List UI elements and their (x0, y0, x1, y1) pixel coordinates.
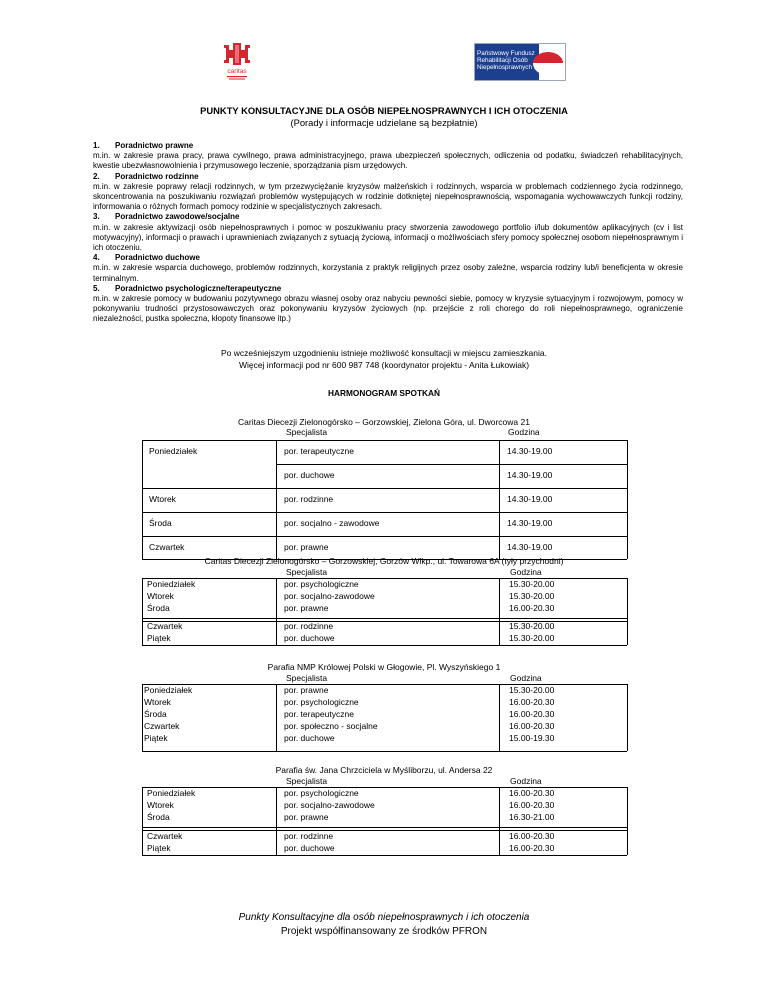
counseling-sections (93, 141, 683, 325)
table-cell-hour: 16.00-20.30 (509, 697, 555, 707)
section-legal (93, 141, 683, 172)
table-cell-specialist: por. duchowe (284, 733, 335, 743)
table-cell-hour: 16.00-20.30 (509, 800, 555, 810)
table-cell-day: Poniedziałek (149, 446, 198, 456)
table-cell-hour: 16.00-20.30 (509, 843, 555, 853)
pfron-logo-line: Rehabilitacji Osób (477, 57, 528, 64)
table-cell-hour: 14.30-19.00 (507, 518, 553, 528)
table-cell-day: Poniedziałek (147, 579, 196, 589)
table-cell-hour: 16.00-20.30 (509, 831, 555, 841)
section-heading: Poradnictwo duchowe (115, 253, 200, 263)
table-cell-day: Wtorek (149, 494, 176, 504)
table-cell-hour: 15.30-20.00 (509, 579, 555, 589)
section-number: 4. (93, 253, 100, 263)
table-cell-day: Czwartek (144, 721, 180, 731)
section-heading: Poradnictwo rodzinne (115, 171, 199, 181)
section-family (93, 172, 683, 213)
table-cell-specialist: por. rodzinne (284, 831, 334, 841)
table-cell-specialist: por. duchowe (284, 633, 335, 643)
table-cell-hour: 16.00-20.30 (509, 721, 555, 731)
header-specialist: Specjalista (286, 776, 328, 786)
table-cell-day: Środa (149, 518, 172, 528)
table-cell-specialist: por. społeczno - socjalne (284, 721, 378, 731)
table-cell-hour: 14.30-19.00 (507, 542, 553, 552)
footer-title: Punkty Konsultacyjne dla osób niepełnosprawnych i ich otoczenia (238, 912, 530, 923)
section-number: 2. (93, 171, 100, 181)
table-cell-day: Czwartek (149, 542, 185, 552)
table-cell-day: Piątek (147, 633, 171, 643)
table-cell-specialist: por. prawne (284, 685, 329, 695)
table-cell-hour: 14.30-19.00 (507, 470, 553, 480)
pfron-logo (474, 43, 566, 81)
section-number: 5. (93, 283, 100, 293)
table-cell-specialist: por. terapeutyczne (284, 446, 354, 456)
section-body: m.in. w zakresie pomocy w budowaniu pozytywnego obrazu własnej osoby oraz nabyciu pewności siebie, pomocy w kryzysie sytuacyjnym i rozwojowym, pomocy w pokonywaniu trudności przystosowawczych oraz pokonywaniu kryzysów życiowych (np. przejście z roli chorego do roli niepełnosprawnego, ograniczenie niezależności, pustka społeczna, kłopoty finansowe itp.) (93, 294, 683, 324)
table-cell-hour: 15.30-20.00 (509, 621, 555, 631)
header-hour: Godzina (508, 427, 540, 437)
table-cell-hour: 15.00-19.30 (509, 733, 555, 743)
table-cell-hour: 15.30-20.00 (509, 633, 555, 643)
footer-funding: Projekt współfinansowany ze środków PFRON (280, 926, 488, 937)
table-cell-specialist: por. socjalno-zawodowe (284, 800, 375, 810)
table-cell-specialist: por. prawne (284, 542, 329, 552)
note-line: Więcej informacji pod nr 600 987 748 (koordynator projektu - Anita Łukowiak) (238, 359, 530, 370)
section-spiritual (93, 253, 683, 284)
section-heading: Poradnictwo zawodowe/socjalne (115, 212, 240, 222)
table-cell-specialist: por. terapeutyczne (284, 709, 354, 719)
table-cell-day: Środa (147, 812, 170, 822)
table-cell-day: Poniedziałek (147, 788, 196, 798)
section-heading: Poradnictwo psychologiczne/terapeutyczne (115, 283, 282, 293)
table-cell-hour: 16.00-20.30 (509, 788, 555, 798)
table-caption: Parafia NMP Królowej Polski w Głogowie, Pl. Wyszyńskiego 1 (267, 662, 501, 672)
page-subtitle: (Porady i informacje udzielane są bezpłatnie) (290, 117, 478, 128)
table-cell-specialist: por. socjalno - zawodowe (284, 518, 380, 528)
table-cell-day: Wtorek (147, 800, 174, 810)
table-cell-specialist: por. psychologiczne (284, 579, 359, 589)
table-cell-specialist: por. prawne (284, 812, 329, 822)
schedule-title: HARMONOGRAM SPOTKAŃ (327, 388, 440, 398)
section-psychological (93, 284, 683, 325)
table-caption: Caritas Diecezji Zielonogórsko – Gorzowskiej, Zielona Góra, ul. Dworcowa 21 (238, 417, 530, 427)
table-cell-day: Piątek (147, 843, 171, 853)
table-cell-specialist: por. rodzinne (284, 621, 334, 631)
table-cell-hour: 15.30-20.00 (509, 685, 555, 695)
table-cell-day: Wtorek (147, 591, 174, 601)
section-heading: Poradnictwo prawne (115, 141, 194, 150)
table-cell-specialist: por. rodzinne (284, 494, 334, 504)
pfron-logo-line: Niepełnosprawnych (477, 64, 532, 71)
table-cell-specialist: por. psychologiczne (284, 788, 359, 798)
table-cell-day: Piątek (144, 733, 168, 743)
section-body: m.in. w zakresie wsparcia duchowego, problemów rodzinnych, korzystania z praktyk religijnych przez osoby zależne, wsparcia rodziny lub/i beneficjenta w okresie terminalnym. (93, 263, 683, 283)
section-body: m.in. w zakresie prawa pracy, prawa cywilnego, prawa administracyjnego, prawa ubezpieczeń społecznych, odliczenia od podatku, świadczeń rehabilitacyjnych, kwestie ubezwłasnowolnienia i przymusowego leczenie, sporządzania pism urzędowych. (93, 151, 683, 171)
table-cell-day: Wtorek (144, 697, 171, 707)
table-caption: Caritas Diecezji Zielonogórsko – Gorzowskiej, Gorzów Wlkp., ul. Towarowa 6A (tyły przychodni) (204, 556, 564, 566)
caritas-logo-text: caritas (227, 68, 247, 75)
table-cell-specialist: por. duchowe (284, 470, 335, 480)
header-hour: Godzina (510, 776, 542, 786)
table-cell-specialist: por. duchowe (284, 843, 335, 853)
table-cell-day: Czwartek (147, 831, 183, 841)
table-cell-specialist: por. prawne (284, 603, 329, 613)
table-cell-day: Poniedziałek (144, 685, 193, 695)
section-vocational (93, 212, 683, 253)
header-specialist: Specjalista (286, 673, 328, 683)
section-body: m.in. w zakresie aktywizacji osób niepełnosprawnych i pomoc w poszukiwaniu pracy stworzenia zawodowego portfolio i/lub dokumentów aplikacyjnych (cv i list motywacyjny), informacji o prawach i uprawnieniach związanych z sytuacją życiową, informacji o możliwościach sfery pomocy społecznej osobom niepełnosprawnym i ich otoczeniu. (93, 222, 683, 253)
table-cell-specialist: por. socjalno-zawodowe (284, 591, 375, 601)
note-line: Po wcześniejszym uzgodnieniu istnieje możliwość konsultacji w miejscu zamieszkania. (221, 348, 547, 358)
header-specialist: Specjalista (286, 567, 328, 577)
header-hour: Godzina (510, 567, 542, 577)
section-number: 1. (93, 141, 100, 150)
table-cell-day: Czwartek (147, 621, 183, 631)
page-title: PUNKTY KONSULTACYJNE DLA OSÓB NIEPEŁNOSPRAWNYCH I ICH OTOCZENIA (200, 105, 568, 116)
table-cell-day: Środa (147, 603, 170, 613)
table-cell-hour: 15.30-20.00 (509, 591, 555, 601)
table-cell-hour: 14.30-19.00 (507, 446, 553, 456)
table-cell-hour: 16.30-21.00 (509, 812, 555, 822)
table-cell-hour: 16.00-20.30 (509, 709, 555, 719)
table-cell-day: Środa (144, 709, 167, 719)
table-cell-specialist: por. psychologiczne (284, 697, 359, 707)
header-specialist: Specjalista (286, 427, 328, 437)
section-number: 3. (93, 212, 100, 222)
header-hour: Godzina (510, 673, 542, 683)
section-body: m.in. w zakresie poprawy relacji rodzinnych, w tym przezwyciężanie kryzysów małżeńskich i rodzinnych, wsparcia w problemach codziennego życia rodzinnego, skoncentrowania na poszukiwaniu rozwiązań problemów występujących w rodzinie dotkniętej niepełnosprawnością, wspomagania wychowawczych funkcji rodziny, informowania o różnych formach pomocy rodzinie w specjalistycznych zakresach. (93, 181, 683, 212)
consultation-note (0, 348, 768, 371)
table-caption: Parafia św. Jana Chrzciciela w Myśliborzu, ul. Andersa 22 (275, 765, 493, 775)
pfron-logo-line: Państwowy Fundusz (477, 50, 535, 57)
table-cell-hour: 16.00-20.30 (509, 603, 555, 613)
caritas-logo (219, 42, 255, 82)
table-cell-hour: 14.30-19.00 (507, 494, 553, 504)
